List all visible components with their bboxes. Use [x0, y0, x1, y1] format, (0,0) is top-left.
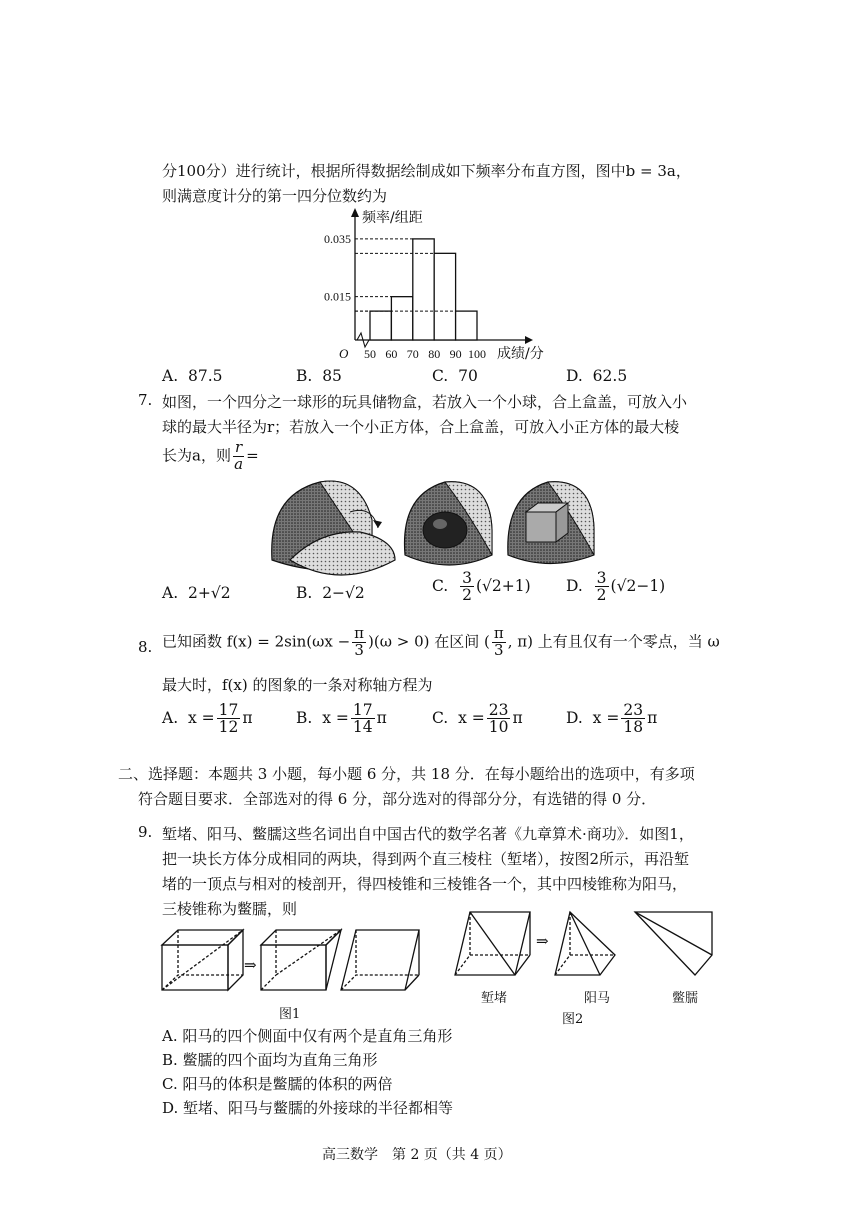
fig1-arrow: ⇒ — [244, 956, 257, 974]
q7-option-d: D. $\frac{3}{2}$ (√2−1) — [566, 569, 666, 605]
q9-option-a: A. 阳马的四个侧面中仅有两个是直角三角形 — [162, 1027, 453, 1045]
section2-line-1: 二、选择题：本题共 3 小题，每小题 6 分，共 18 分．在每小题给出的选项中，有多项 — [118, 765, 695, 783]
q8-option-a: A. x = $\frac{17}{12}$ π — [162, 701, 253, 737]
q9-option-c: C. 阳马的体积是鳖臑的体积的两倍 — [162, 1075, 393, 1093]
x-tick-label: 60 — [385, 347, 398, 361]
fig2-label-bienao: 鳖臑 — [672, 991, 699, 1006]
q9-option-d: D. 堑堵、阳马与鳖臑的外接球的半径都相等 — [162, 1099, 454, 1117]
q7-line-2: 球的最大半径为r；若放入一个小正方体，合上盒盖，可放入小正方体的最大棱 — [162, 418, 680, 436]
q8-number: 8. — [138, 638, 153, 656]
y-tick-label: 0.035 — [324, 231, 351, 246]
q6-option-c: C. 70 — [432, 367, 478, 385]
q9-line-3: 堵的一顶点与相对的棱剖开，得四棱锥和三棱锥各一个，其中四棱锥称为阳马， — [162, 875, 688, 893]
fig2-label-qiandu: 堑堵 — [481, 991, 508, 1006]
x-tick-label: 90 — [449, 347, 462, 361]
page-footer: 高三数学 第 2 页（共 4 页） — [322, 1147, 512, 1163]
q8-option-b: B. x = $\frac{17}{14}$ π — [296, 701, 387, 737]
q7-option-c: C. $\frac{3}{2}$ (√2+1) — [432, 569, 531, 605]
fig1-caption: 图1 — [279, 1007, 301, 1022]
q8-line-1: 已知函数 f(x) = 2sin(ωx − $\frac{\pi}{3}$ )(ω > 0) 在区间 ( $\frac{\pi}{3}$ , π) 上有且仅有一个零点，当 ω — [162, 624, 720, 659]
q7-line-1: 如图，一个四分之一球形的玩具储物盒，若放入一个小球，合上盒盖，可放入小 — [162, 393, 688, 411]
q9-number: 9. — [138, 823, 153, 841]
q6-line-1: 分100分）进行统计，根据所得数据绘制成如下频率分布直方图，图中b = 3a， — [162, 162, 691, 180]
q7-number: 7. — [138, 391, 153, 409]
fig2-label-yangma: 阳马 — [584, 991, 611, 1006]
x-tick-label: 70 — [406, 347, 419, 361]
q6-line-2: 则满意度计分的第一四分位数约为 — [162, 187, 388, 205]
y-axis-label: 频率/组距 — [362, 210, 423, 226]
fig2-arrow: ⇒ — [536, 932, 549, 950]
q8-option-d: D. x = $\frac{23}{18}$ π — [566, 701, 658, 737]
q8-line-2: 最大时，f(x) 的图象的一条对称轴方程为 — [162, 676, 433, 694]
q9-line-2: 把一块长方体分成相同的两块，得到两个直三棱柱（堑堵），按图2所示，再沿堑 — [162, 850, 690, 868]
x-tick-label: 50 — [364, 347, 376, 361]
fig2-yangma — [555, 912, 615, 975]
q6-option-a: A. 87.5 — [162, 367, 223, 385]
q9-option-b: B. 鳖臑的四个面均为直角三角形 — [162, 1051, 378, 1069]
fig1-prism-right — [341, 930, 419, 990]
fig2-qiandu — [455, 912, 530, 975]
q6-option-d: D. 62.5 — [566, 367, 628, 385]
q9-line-1: 堑堵、阳马、鳖臑这些名词出自中国古代的数学名著《九章算术·商功》．如图1， — [162, 825, 694, 843]
section2-line-2: 符合题目要求．全部选对的得 6 分，部分选对的得部分分，有选错的得 0 分． — [138, 790, 657, 808]
q9-line-4: 三棱锥称为鳖臑，则 — [162, 900, 298, 918]
y-tick-label: 0.015 — [324, 289, 351, 304]
x-tick-label: 80 — [428, 347, 441, 361]
fig2-bienao — [635, 912, 712, 975]
fig1-prism-left — [261, 930, 341, 990]
x-tick-label: 100 — [468, 347, 486, 361]
x-axis-label: 成绩/分 — [497, 346, 544, 362]
q7-line-3: 长为a，则 $\frac{r}{a}$ = — [162, 438, 259, 473]
fig2-caption: 图2 — [562, 1012, 584, 1027]
q7-option-b: B. 2−√2 — [296, 584, 365, 602]
origin-label: O — [339, 346, 349, 361]
q7-option-a: A. 2+√2 — [162, 584, 231, 602]
fig1-box — [162, 930, 243, 990]
q6-option-b: B. 85 — [296, 367, 342, 385]
q8-option-c: C. x = $\frac{23}{10}$ π — [432, 701, 523, 737]
